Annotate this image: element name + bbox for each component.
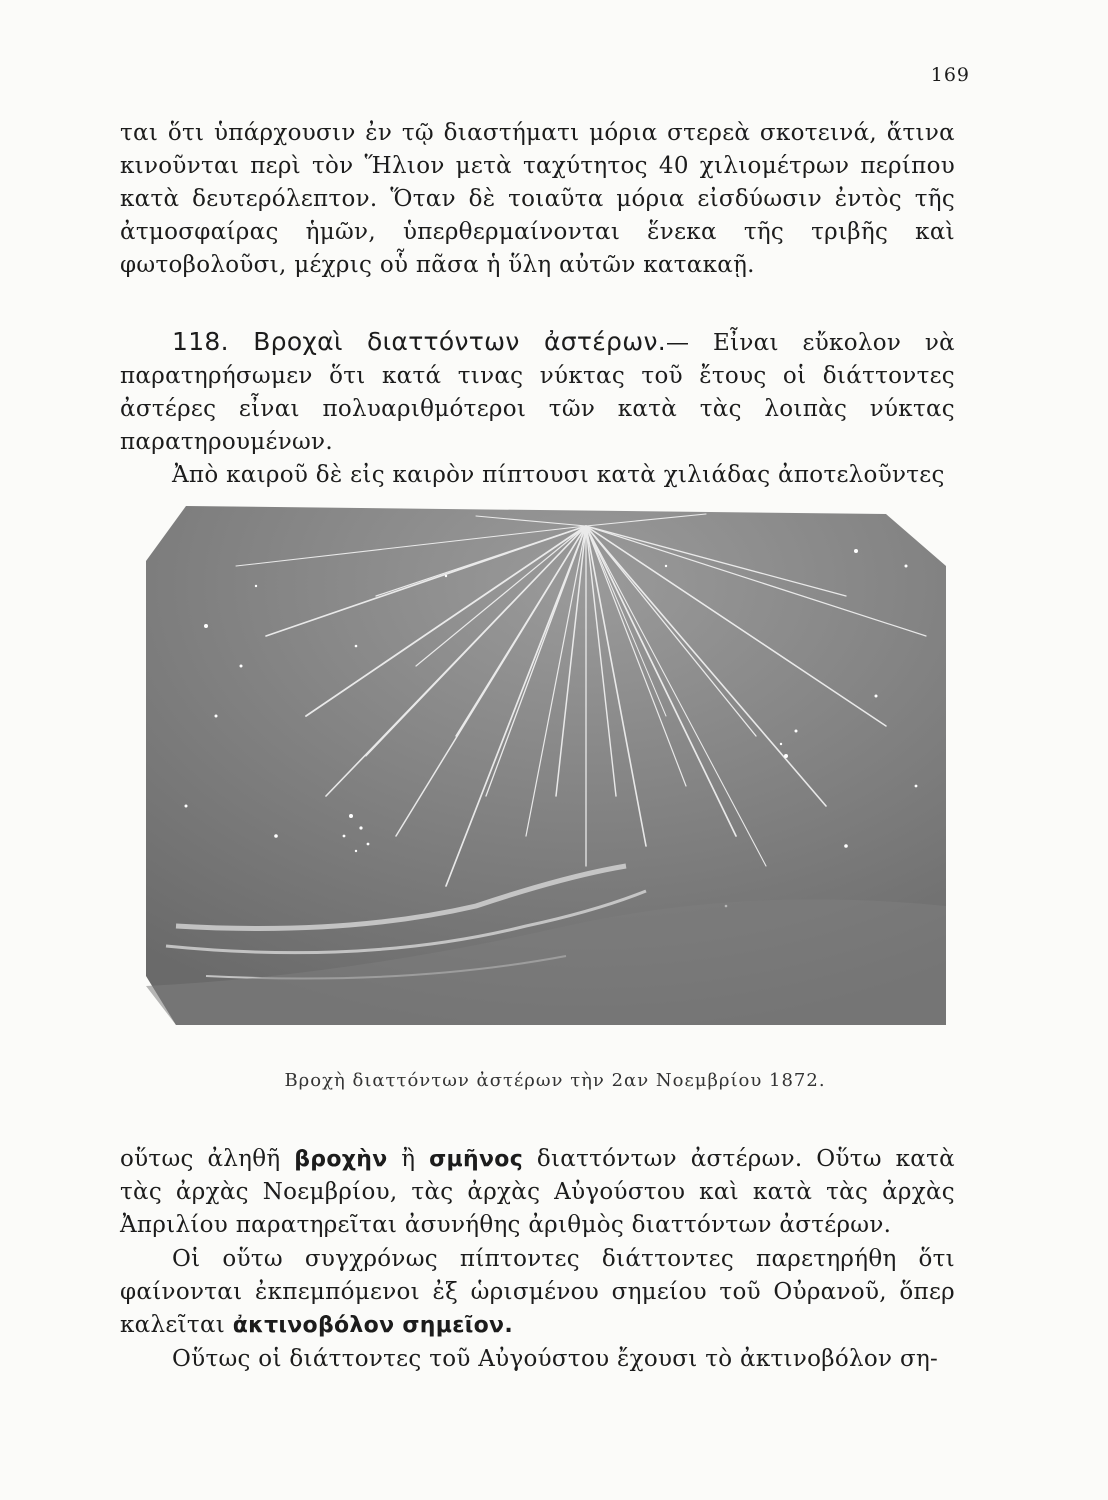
section-text: — Εἶναι εὔκολον νὰ παρατηρήσωμεν ὅτι κατά τινας νύκτας τοῦ ἔτους οἱ διάττοντες ἀστέρες εἶναι πολυαριθμότεροι τῶν κατὰ τὰς λοιπὰς νύκτας παρατηρουμένων. [120,330,955,455]
section-118 [120,325,955,492]
figure-caption: Βροχὴ διαττόντων ἀστέρων τὴν 2αν Νοεμβρίου 1872. [284,1070,826,1091]
paragraph-text [120,1143,955,1242]
paragraph-continued [120,117,955,282]
paragraph-radiant [120,1243,955,1342]
section-text-continued: Ἀπὸ καιροῦ δὲ εἰς καιρὸν πίπτουσι κατὰ χιλιάδας ἀποτελοῦντες [172,462,945,488]
page-number: 169 [930,64,970,86]
meteor-shower-illustration [146,506,946,1025]
text-run: διαττόντων ἀστέρων. Οὕτω κατὰ τὰς ἀρχὰς Νοεμβρίου, τὰς ἀρχὰς Αὐγούστου καὶ κατὰ τὰς ἀρχὰς Ἀπριλίου παρατηρεῖται ἀσυνήθης ἀριθμὸς διαττόντων ἀστέρων. [120,1146,955,1238]
paragraph-showers [120,1143,955,1242]
section-heading: 118. Βροχαὶ διαττόντων ἀστέρων. [172,327,666,356]
text-run: οὕτως ἀληθῆ [120,1146,281,1172]
text-run: ἢ [401,1146,416,1172]
paragraph-text [120,1243,955,1342]
paragraph-text: ται ὅτι ὑπάρχουσιν ἐν τῷ διαστήματι μόρια στερεὰ σκοτεινά, ἅτινα κινοῦνται περὶ τὸν Ἥλιον μετὰ ταχύτητος 40 χιλιομέτρων περίπου κατὰ δευτερόλεπτον. Ὅταν δὲ τοιαῦτα μόρια εἰσδύωσιν ἐντὸς τῆς ἀτμοσφαίρας ἡμῶν, ὑπερθερμαίνονται ἕνεκα τῆς τριβῆς καὶ φωτοβολοῦσι, μέχρις οὗ πᾶσα ἡ ὕλη αὐτῶν κατακαῇ. [120,120,955,278]
bold-term: ἀκτινοβόλον σημεῖον. [232,1313,513,1338]
bold-term: σμῆνος [429,1147,524,1172]
paragraph-text: Οὕτως οἱ διάττοντες τοῦ Αὐγούστου ἔχουσι τὸ ἀκτινοβόλον ση- [172,1346,939,1372]
bold-term: βροχὴν [294,1147,388,1172]
text-run: Οἱ οὕτω συγχρόνως πίπτοντες διάττοντες παρετηρήθη ὅτι φαίνονται ἐκπεμπόμενοι ἐξ ὡρισμένου σημείου τοῦ Οὐρανοῦ, ὅπερ καλεῖται [120,1246,955,1338]
section-paragraph [120,325,955,459]
paragraph-august [120,1343,955,1376]
